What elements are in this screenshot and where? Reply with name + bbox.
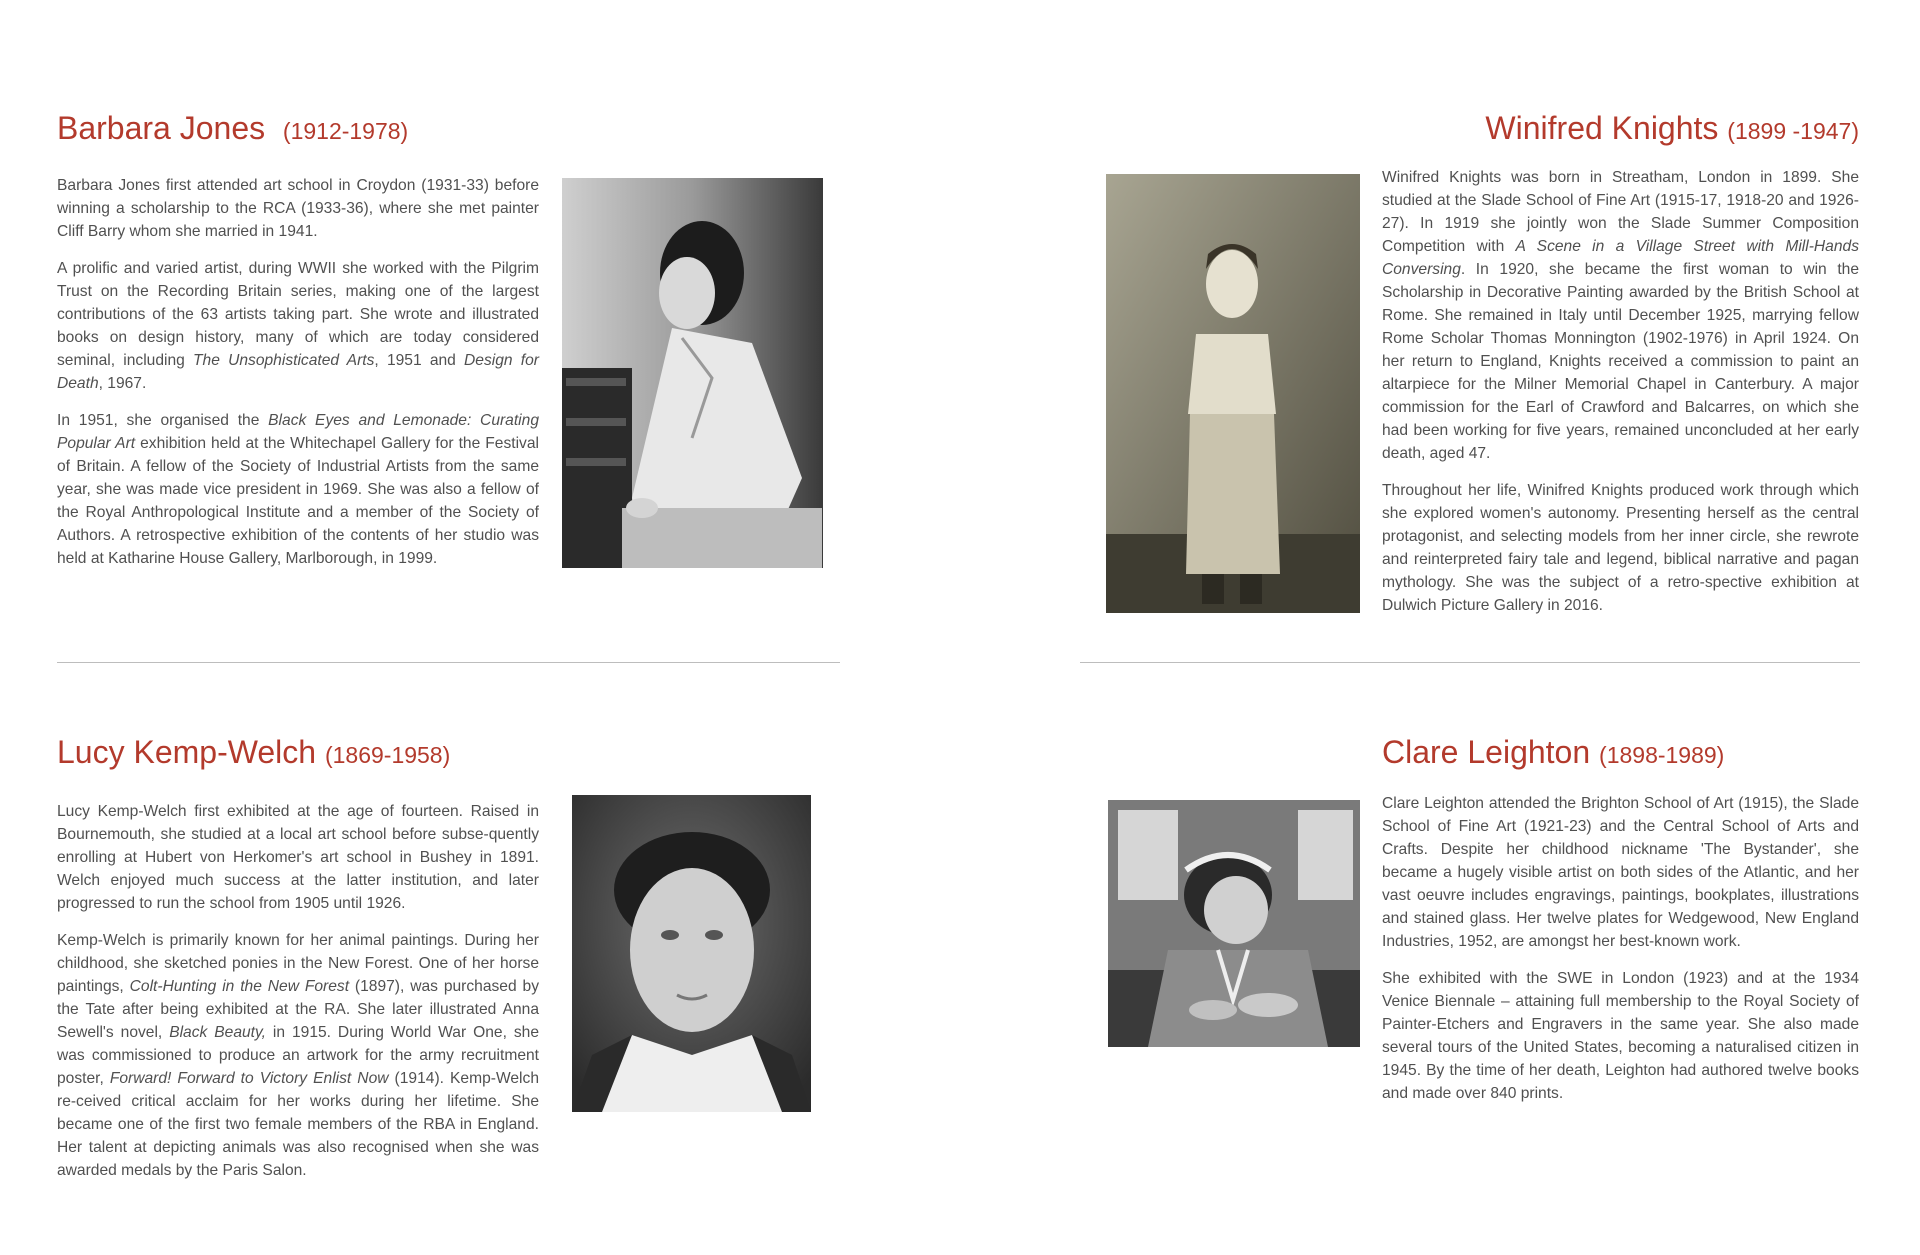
artist-bio bbox=[1382, 166, 1859, 617]
artist-name: Lucy Kemp-Welch bbox=[57, 734, 317, 770]
bio-text: She exhibited with the SWE in London (1923) and at the 1934 Venice Biennale – attaining full membership to the Royal Society of Painter-Etchers and Engravers in the same year. She also made several tours of the United States, becoming a naturalised citizen in 1945. By the time of her death, Leighton had authored twelve books and made over 840 prints. bbox=[1382, 970, 1859, 1102]
artist-name: Winifred Knights bbox=[1485, 110, 1719, 146]
artist-bio bbox=[1382, 792, 1859, 1105]
artist-dates: (1898-1989) bbox=[1599, 742, 1725, 768]
bio-italic-title: Design for Death bbox=[57, 352, 539, 392]
bio-italic-title: The Unsophisticated Arts bbox=[193, 352, 375, 369]
artist-heading bbox=[57, 732, 450, 775]
bio-italic-title: Black Eyes and Lemonade: Curating Popular Art bbox=[57, 412, 539, 452]
bio-paragraph bbox=[57, 409, 539, 570]
bio-text: Lucy Kemp-Welch first exhibited at the age of fourteen. Raised in Bournemouth, she studied at a local art school before subse-quently enrolling at Hubert von Herkomer's art school in Bushey in 1891. Welch enjoyed much success at the latter institution, and later progressed to run the school from 1905 until 1926. bbox=[57, 803, 539, 912]
bio-text: in 1915. During World War One, she was commissioned to produce an artwork for the army recruitment poster, bbox=[57, 1024, 539, 1087]
bio-text: Throughout her life, Winifred Knights produced work through which she explored women's autonomy. Presenting herself as the central protagonist, and selecting models from her inner circle, she rewrote and reinterpreted fairy tale and legend, biblical narrative and pagan mythology. She was the subject of a retro-spective exhibition at Dulwich Picture Gallery in 2016. bbox=[1382, 482, 1859, 614]
artist-heading bbox=[1485, 108, 1859, 151]
bio-paragraph bbox=[57, 800, 539, 915]
artist-dates: (1869-1958) bbox=[324, 742, 451, 768]
bio-paragraph bbox=[57, 929, 539, 1182]
bio-paragraph bbox=[57, 257, 539, 395]
bio-text: , 1951 and bbox=[374, 352, 465, 369]
bio-paragraph bbox=[57, 174, 539, 243]
artist-section-winifred-knights bbox=[960, 0, 1920, 660]
artist-name: Clare Leighton bbox=[1382, 734, 1591, 770]
artist-section-barbara-jones bbox=[0, 0, 960, 660]
artist-section-lucy-kemp-welch bbox=[0, 660, 960, 1255]
portrait-photo bbox=[1106, 174, 1360, 613]
bio-text: A prolific and varied artist, during WWII she worked with the Pilgrim Trust on the Recording Britain series, making one of the largest contributions of the 63 artists taking part. She wrote and illustrated books on design history, many of which are today considered seminal, including bbox=[57, 260, 539, 369]
bio-italic-title: Colt-Hunting in the New Forest bbox=[129, 978, 350, 995]
bio-text: Kemp-Welch is primarily known for her animal paintings. During her childhood, she sketched ponies in the New Forest. One of her horse paintings, bbox=[57, 932, 539, 995]
bio-text: , 1967. bbox=[98, 375, 147, 392]
bio-italic-title: Black Beauty, bbox=[169, 1024, 266, 1041]
bio-text: Winifred Knights was born in Streatham, London in 1899. She studied at the Slade School of Fine Art (1915-17, 1918-20 and 1926-27). In 1919 she jointly won the Slade Summer Composition Competition with bbox=[1382, 169, 1859, 255]
bio-italic-title: Forward! Forward to Victory Enlist Now bbox=[109, 1070, 389, 1087]
portrait-photo bbox=[562, 178, 823, 568]
artist-heading bbox=[1382, 732, 1724, 775]
bio-text: In 1951, she organised the bbox=[57, 412, 269, 429]
artist-bio bbox=[57, 800, 539, 1182]
bio-text: (1914). Kemp-Welch re-ceived critical acclaim for her works during her lifetime. She became one of the first two female members of the RBA in England. Her talent at depicting animals was also recognised when she was awarded medals by the Paris Salon. bbox=[57, 1070, 539, 1179]
portrait-photo bbox=[572, 795, 811, 1112]
bio-italic-title: A Scene in a Village Street with Mill-Hands Conversing bbox=[1382, 238, 1859, 278]
artist-heading bbox=[57, 108, 408, 151]
bio-text: Barbara Jones first attended art school in Croydon (1931-33) before winning a scholarship to the RCA (1933-36), where she met painter Cliff Barry whom she married in 1941. bbox=[57, 177, 539, 240]
bio-text: Clare Leighton attended the Brighton School of Art (1915), the Slade School of Fine Art (1921-23) and the Central School of Arts and Crafts. Despite her childhood nickname 'The Bystander', she became a hugely visible artist on both sides of the Atlantic, and her vast oeuvre includes engravings, paintings, bookplates, illustrations and stained glass. Her twelve plates for Wedgewood, New England Industries, 1952, are amongst her best-known work. bbox=[1382, 795, 1859, 950]
bio-text: exhibition held at the Whitechapel Gallery for the Festival of Britain. A fellow of the Society of Industrial Artists from the same year, she was made vice president in 1969. She was also a fellow of the Royal Anthropological Institute and a member of the Society of Authors. A retrospective exhibition of the contents of her studio was held at Katharine House Gallery, Marlborough, in 1999. bbox=[57, 435, 539, 567]
portrait-photo bbox=[1108, 800, 1360, 1047]
artist-name: Barbara Jones bbox=[57, 110, 266, 146]
bio-text: . In 1920, she became the first woman to win the Scholarship in Decorative Painting awarded by the British School at Rome. She remained in Italy until December 1925, marrying fellow Rome Scholar Thomas Monnington (1902-1976) in April 1924. On her return to England, Knights received a commission to paint an altarpiece for the Milner Memorial Chapel in Canterbury. A major commission for the Earl of Crawford and Balcarres, on which she had been working for five years, remained unconcluded at her early death, aged 47. bbox=[1382, 261, 1859, 462]
bio-paragraph bbox=[1382, 967, 1859, 1105]
bio-paragraph bbox=[1382, 479, 1859, 617]
artist-section-clare-leighton bbox=[960, 660, 1920, 1255]
artist-dates: (1912-1978) bbox=[282, 118, 409, 144]
artist-dates: (1899 -1947) bbox=[1727, 118, 1859, 144]
artist-bio bbox=[57, 174, 539, 570]
bio-text: (1897), was purchased by the Tate after being exhibited at the RA. She later illustrated Anna Sewell's novel, bbox=[57, 978, 539, 1041]
bio-paragraph bbox=[1382, 166, 1859, 465]
bio-paragraph bbox=[1382, 792, 1859, 953]
